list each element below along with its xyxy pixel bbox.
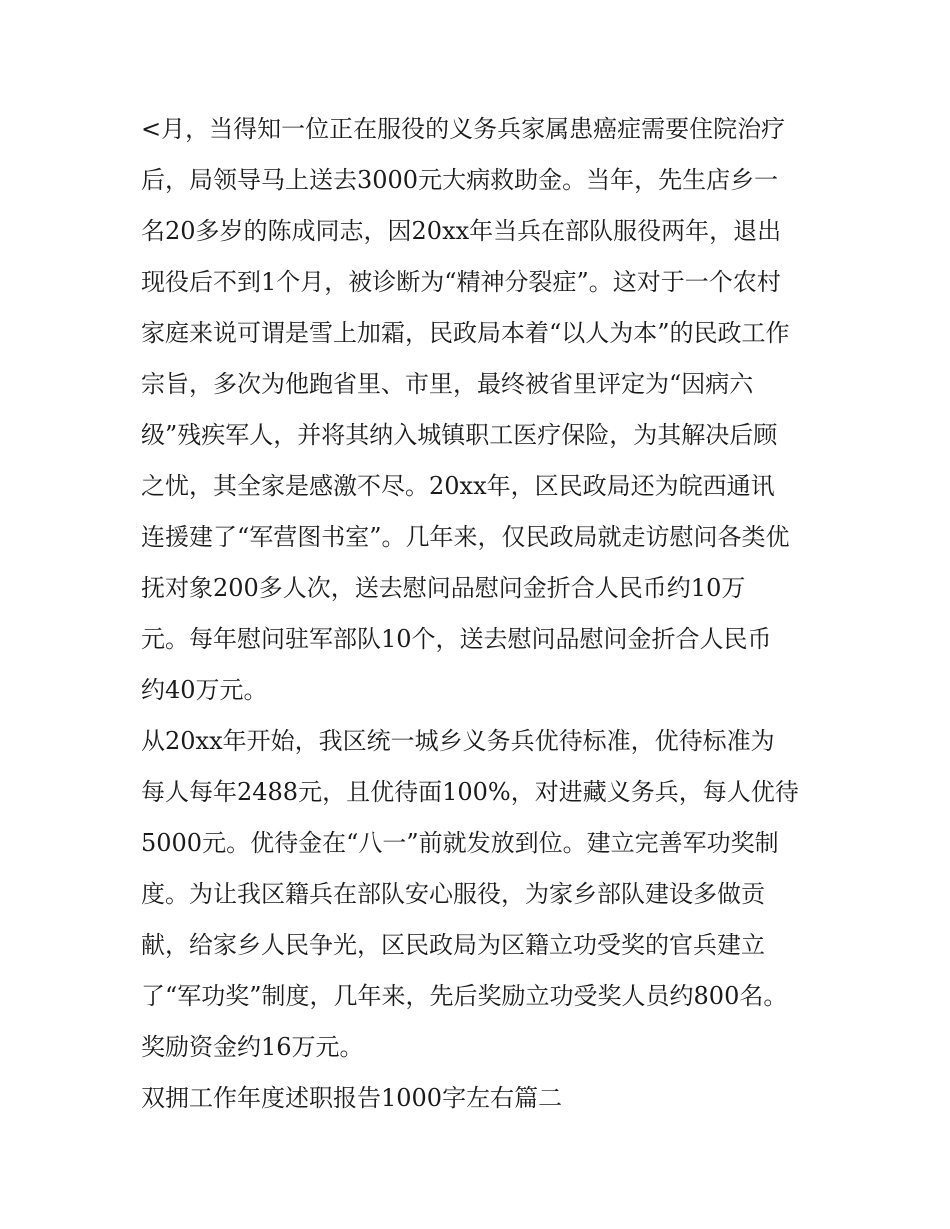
text-line: 元。每年慰问驻军部队10个，送去慰问品慰问金折合人民币 (141, 625, 772, 653)
text-line: <月，当得知一位正在服役的义务兵家属患癌症需要住院治疗 (141, 115, 786, 143)
text-line: 后，局领导马上送去3000元大病救助金。当年，先生店乡一 (141, 166, 779, 194)
text-line: 度。为让我区籍兵在部队安心服役，为家乡部队建设多做贡 (141, 880, 765, 908)
section-heading: 双拥工作年度述职报告1000字左右篇二 (141, 1084, 563, 1112)
text-line: 现役后不到1个月，被诊断为“精神分裂症”。这对于一个农村 (141, 268, 781, 296)
text-line: 名20多岁的陈成同志，因20xx年当兵在部队服役两年，退出 (141, 217, 782, 245)
text-line: 从20xx年开始，我区统一城乡义务兵优待标准，优待标准为 (141, 727, 775, 755)
text-line: 抚对象200多人次，送去慰问品慰问金折合人民币约10万 (141, 574, 746, 602)
text-line: 级”残疾军人，并将其纳入城镇职工医疗保险，为其解决后顾 (141, 421, 778, 449)
text-line: 奖励资金约16万元。 (141, 1033, 364, 1061)
text-line: 连援建了“军营图书室”。几年来，仅民政局就走访慰问各类优 (141, 523, 790, 551)
text-line: 家庭来说可谓是雪上加霜，民政局本着“以人为本”的民政工作 (141, 319, 790, 347)
text-line: 了“军功奖”制度，几年来，先后奖励立功受奖人员约800名。 (141, 982, 788, 1010)
text-line: 每人每年2488元，且优待面100%，对进藏义务兵，每人优待 (141, 778, 799, 806)
text-line: 约40万元。 (141, 676, 268, 704)
document-page (141, 104, 821, 1124)
text-line: 宗旨，多次为他跑省里、市里，最终被省里评定为“因病六 (141, 370, 754, 398)
text-line: 5000元。优待金在“八一”前就发放到位。建立完善军功奖制 (141, 829, 779, 857)
text-line: 之忧，其全家是感激不尽。20xx年，区民政局还为皖西通讯 (141, 472, 775, 500)
text-line: 献，给家乡人民争光，区民政局为区籍立功受奖的官兵建立 (141, 931, 765, 959)
